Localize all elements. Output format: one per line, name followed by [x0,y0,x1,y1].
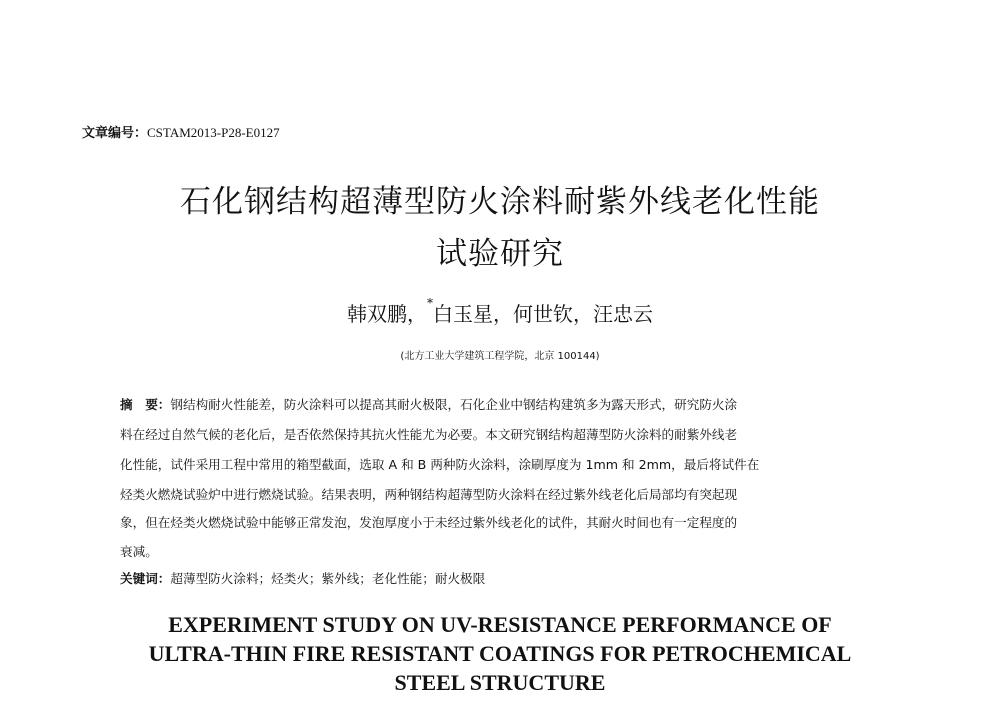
title-en-line1: EXPERIMENT STUDY ON UV-RESISTANCE PERFORMANCE OF [168,612,832,637]
abstract-line [120,424,865,443]
affiliation: (北方工业大学建筑工程学院，北京 100144) [400,351,600,362]
abstract-text-5: 象，但在烃类火燃烧试验中能够正常发泡，发泡厚度小于未经过紫外线老化的试件，其耐火时间也有一定程度的 [120,515,738,530]
author-rest: 白玉星，何世钦，汪忠云 [433,302,653,326]
abstract-line [120,484,865,503]
title-en-line2: ULTRA-THIN FIRE RESISTANT COATINGS FOR PETROCHEMICAL [148,641,852,666]
abstract-label: 摘 要： [120,397,171,412]
abstract-text-6: 衰减。 [120,544,158,559]
abstract-line [120,454,865,473]
abstract-text-2: 料在经过自然气候的老化后，是否依然保持其抗火性能尤为必要。本文研究钢结构超薄型防火涂料的耐紫外线老 [120,427,738,442]
authors [80,298,920,327]
keywords-label: 关键词： [120,571,171,586]
author-first: 韩双鹏， [347,302,427,326]
abstract-line [120,541,865,560]
abstract-text-4: 烃类火燃烧试验炉中进行燃烧试验。结果表明，两种钢结构超薄型防火涂料在经过紫外线老化后局部均有突起现 [120,487,738,502]
article-number-value: CSTAM2013-P28-E0127 [147,125,280,140]
title-cn-line2: 试验研究 [436,236,564,272]
corresponding-author-mark: * [427,296,433,310]
keywords [120,568,865,587]
title-cn-line1: 石化钢结构超薄型防火涂料耐紫外线老化性能 [180,184,820,220]
title-en-line3: STEEL STRUCTURE [394,670,606,695]
article-number [82,122,280,141]
abstract-text-1: 钢结构耐火性能差，防火涂料可以提高其耐火极限，石化企业中钢结构建筑多为露天形式，研究防火涂 [170,397,738,412]
keywords-text: 超薄型防火涂料；烃类火；紫外线；老化性能；耐火极限 [170,571,486,586]
abstract-line [120,394,865,413]
abstract-text-3: 化性能，试件采用工程中常用的箱型截面，选取 A 和 B 两种防火涂料，涂刷厚度为 1mm 和 2mm，最后将试件在 [120,457,760,472]
article-number-label: 文章编号： [82,126,148,141]
abstract-line [120,512,865,531]
